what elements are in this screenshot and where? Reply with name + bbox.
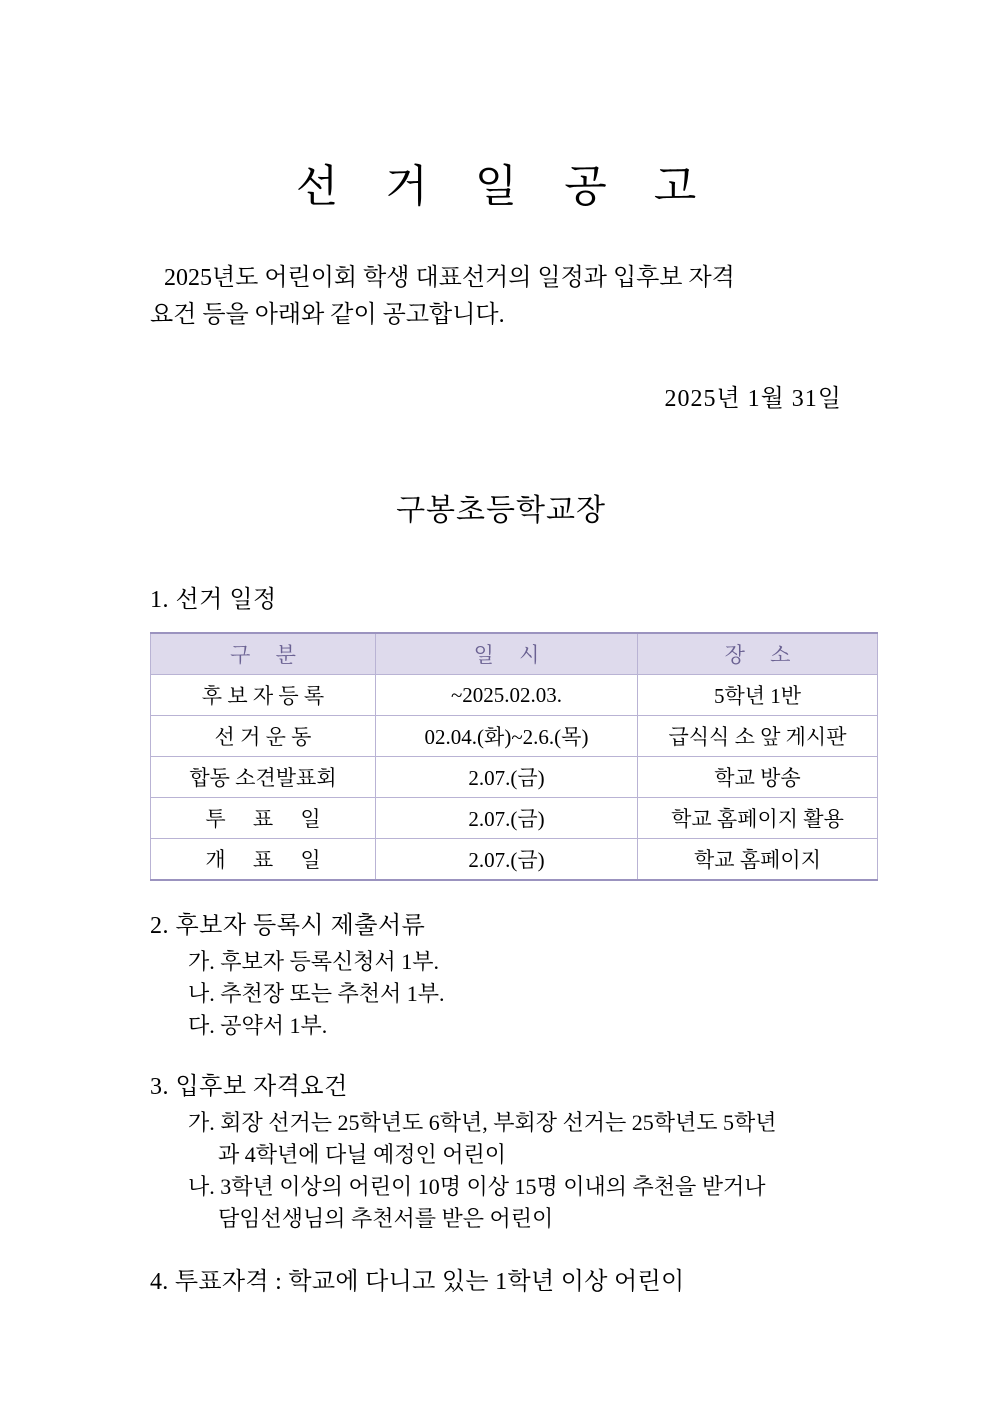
section-3 — [0, 1042, 992, 1235]
cell-datetime: 02.04.(화)~2.6.(목) — [376, 716, 638, 757]
table-header-row — [151, 633, 878, 675]
intro-line-1: 2025년도 어린이회 학생 대표선거의 일정과 입후보 자격 — [164, 265, 735, 291]
section-2-heading: 2. 후보자 등록시 제출서류 — [150, 913, 426, 940]
cell-place: 급식식 소 앞 게시판 — [638, 716, 878, 757]
table-row — [151, 757, 878, 798]
section-3-heading: 3. 입후보 자격요건 — [150, 1074, 348, 1101]
list-item-line-2: 과 4학년에 다닐 예정인 어린이 — [218, 1141, 507, 1167]
issuer-name: 구봉초등학교장 — [396, 494, 606, 528]
list-item: 나. 추천장 또는 추천서 1부. — [188, 981, 445, 1007]
table-row — [151, 675, 878, 716]
list-item — [188, 1171, 882, 1235]
section-4 — [0, 1235, 992, 1296]
list-item — [188, 1107, 882, 1171]
section-1 — [0, 529, 992, 881]
list-item: 다. 공약서 1부. — [188, 1013, 328, 1039]
column-header-division: 구 분 — [151, 633, 376, 675]
cell-place: 학교 홈페이지 활용 — [638, 798, 878, 839]
section-2-list — [150, 940, 882, 1042]
section-2 — [0, 881, 992, 1042]
issue-date: 2025년 1월 31일 — [664, 386, 842, 413]
cell-division: 후 보 자 등 록 — [151, 675, 376, 716]
cell-place: 5학년 1반 — [638, 675, 878, 716]
list-item-line-1: 가. 회장 선거는 25학년도 6학년, 부회장 선거는 25학년도 5학년 — [188, 1110, 777, 1136]
cell-division: 투 표 일 — [151, 798, 376, 839]
cell-datetime: ~2025.02.03. — [376, 675, 638, 716]
table-row — [151, 839, 878, 881]
cell-datetime: 2.07.(금) — [376, 798, 638, 839]
list-item: 가. 후보자 등록신청서 1부. — [188, 949, 440, 975]
list-item-line-1: 나. 3학년 이상의 어린이 10명 이상 15명 이내의 추천을 받거나 — [188, 1173, 766, 1199]
table-row — [151, 716, 878, 757]
column-header-place: 장 소 — [638, 633, 878, 675]
cell-place: 학교 홈페이지 — [638, 839, 878, 881]
cell-place: 학교 방송 — [638, 757, 878, 798]
table-row — [151, 798, 878, 839]
election-schedule-table — [150, 632, 878, 881]
cell-datetime: 2.07.(금) — [376, 757, 638, 798]
cell-division: 개 표 일 — [151, 839, 376, 881]
section-1-heading: 1. 선거 일정 — [150, 587, 277, 614]
intro-line-2: 요건 등을 아래와 같이 공고합니다. — [150, 302, 505, 329]
column-header-datetime: 일 시 — [376, 633, 638, 675]
section-4-heading: 4. 투표자격 : 학교에 다니고 있는 1학년 이상 어린이 — [150, 1268, 685, 1295]
page-title: 선 거 일 공 고 — [295, 162, 715, 211]
cell-datetime: 2.07.(금) — [376, 839, 638, 881]
list-item-line-2: 담임선생님의 추천서를 받은 어린이 — [218, 1205, 554, 1231]
cell-division: 선 거 운 동 — [151, 716, 376, 757]
section-3-list — [150, 1101, 882, 1235]
cell-division: 합동 소견발표회 — [151, 757, 376, 798]
intro-paragraph — [0, 214, 992, 334]
